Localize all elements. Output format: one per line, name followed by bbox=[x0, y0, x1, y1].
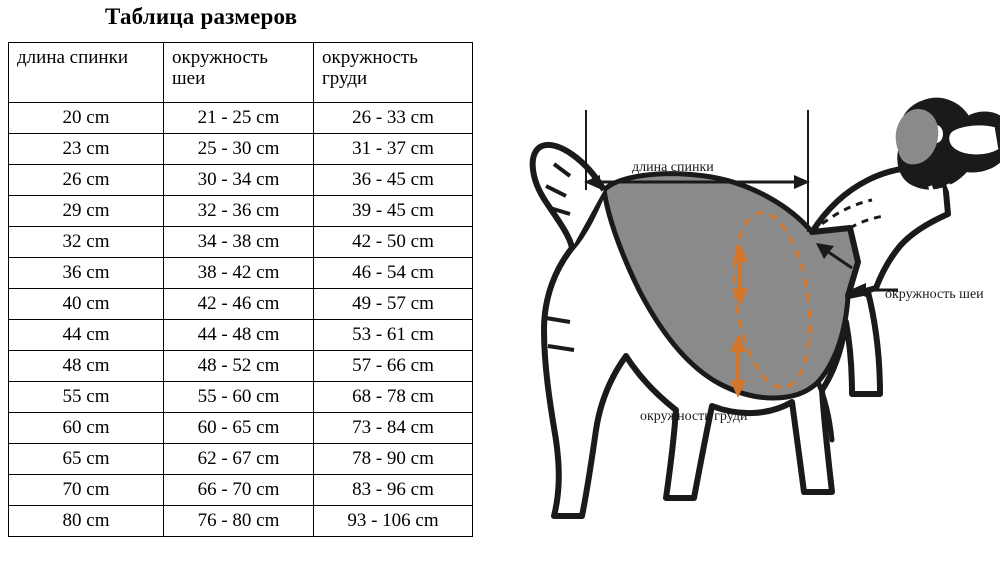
cell-back-length: 40 cm bbox=[9, 289, 164, 320]
table-row bbox=[9, 103, 473, 134]
table-row bbox=[9, 134, 473, 165]
dog-measurement-diagram bbox=[500, 0, 1000, 567]
cell-back-length: 26 cm bbox=[9, 165, 164, 196]
garment-shape bbox=[604, 174, 858, 398]
dog-tail bbox=[533, 145, 604, 248]
cell-back-length: 32 cm bbox=[9, 227, 164, 258]
cell-chest-girth: 42 - 50 cm bbox=[314, 227, 473, 258]
leg-stripe bbox=[546, 318, 570, 322]
table-row bbox=[9, 289, 473, 320]
cell-back-length: 20 cm bbox=[9, 103, 164, 134]
cell-chest-girth: 49 - 57 cm bbox=[314, 289, 473, 320]
table-row bbox=[9, 258, 473, 289]
page-title: Таблица размеров bbox=[105, 4, 298, 29]
cell-back-length: 80 cm bbox=[9, 506, 164, 537]
cell-back-length: 36 cm bbox=[9, 258, 164, 289]
table-row bbox=[9, 351, 473, 382]
column-header-neck-girth: окружность шеи bbox=[164, 43, 314, 103]
column-header-back-length: длина спинки bbox=[9, 43, 164, 103]
cell-back-length: 55 cm bbox=[9, 382, 164, 413]
size-table bbox=[8, 42, 473, 537]
cell-chest-girth: 31 - 37 cm bbox=[314, 134, 473, 165]
table-row bbox=[9, 413, 473, 444]
label-neck-girth: окружность шеи bbox=[885, 287, 984, 302]
table-row bbox=[9, 475, 473, 506]
table-row bbox=[9, 506, 473, 537]
column-header-chest-girth: окружность груди bbox=[314, 43, 473, 103]
cell-chest-girth: 26 - 33 cm bbox=[314, 103, 473, 134]
cell-back-length: 48 cm bbox=[9, 351, 164, 382]
cell-back-length: 65 cm bbox=[9, 444, 164, 475]
dog-muzzle bbox=[948, 124, 1000, 156]
table-row bbox=[9, 227, 473, 258]
table-header-row bbox=[9, 43, 473, 103]
table-row bbox=[9, 196, 473, 227]
cell-chest-girth: 73 - 84 cm bbox=[314, 413, 473, 444]
label-back-length: длина спинки bbox=[632, 160, 714, 175]
table-row bbox=[9, 165, 473, 196]
cell-neck-girth: 42 - 46 cm bbox=[164, 289, 314, 320]
cell-neck-girth: 32 - 36 cm bbox=[164, 196, 314, 227]
cell-chest-girth: 83 - 96 cm bbox=[314, 475, 473, 506]
cell-back-length: 23 cm bbox=[9, 134, 164, 165]
table-body bbox=[9, 103, 473, 537]
size-table-container bbox=[8, 42, 472, 537]
label-chest-girth: окружность груди bbox=[640, 409, 748, 424]
cell-chest-girth: 36 - 45 cm bbox=[314, 165, 473, 196]
cell-neck-girth: 66 - 70 cm bbox=[164, 475, 314, 506]
cell-neck-girth: 21 - 25 cm bbox=[164, 103, 314, 134]
cell-neck-girth: 76 - 80 cm bbox=[164, 506, 314, 537]
cell-neck-girth: 48 - 52 cm bbox=[164, 351, 314, 382]
cell-neck-girth: 25 - 30 cm bbox=[164, 134, 314, 165]
leg-stripe bbox=[548, 346, 574, 350]
cell-chest-girth: 39 - 45 cm bbox=[314, 196, 473, 227]
cell-neck-girth: 34 - 38 cm bbox=[164, 227, 314, 258]
cell-back-length: 60 cm bbox=[9, 413, 164, 444]
table-row bbox=[9, 320, 473, 351]
cell-chest-girth: 78 - 90 cm bbox=[314, 444, 473, 475]
cell-chest-girth: 46 - 54 cm bbox=[314, 258, 473, 289]
table-row bbox=[9, 444, 473, 475]
cell-neck-girth: 62 - 67 cm bbox=[164, 444, 314, 475]
cell-back-length: 44 cm bbox=[9, 320, 164, 351]
cell-chest-girth: 53 - 61 cm bbox=[314, 320, 473, 351]
cell-chest-girth: 57 - 66 cm bbox=[314, 351, 473, 382]
cell-neck-girth: 44 - 48 cm bbox=[164, 320, 314, 351]
cell-neck-girth: 60 - 65 cm bbox=[164, 413, 314, 444]
cell-neck-girth: 55 - 60 cm bbox=[164, 382, 314, 413]
cell-back-length: 70 cm bbox=[9, 475, 164, 506]
cell-neck-girth: 38 - 42 cm bbox=[164, 258, 314, 289]
cell-chest-girth: 93 - 106 cm bbox=[314, 506, 473, 537]
cell-neck-girth: 30 - 34 cm bbox=[164, 165, 314, 196]
dog-illustration bbox=[500, 0, 1000, 567]
table-row bbox=[9, 382, 473, 413]
cell-back-length: 29 cm bbox=[9, 196, 164, 227]
cell-chest-girth: 68 - 78 cm bbox=[314, 382, 473, 413]
